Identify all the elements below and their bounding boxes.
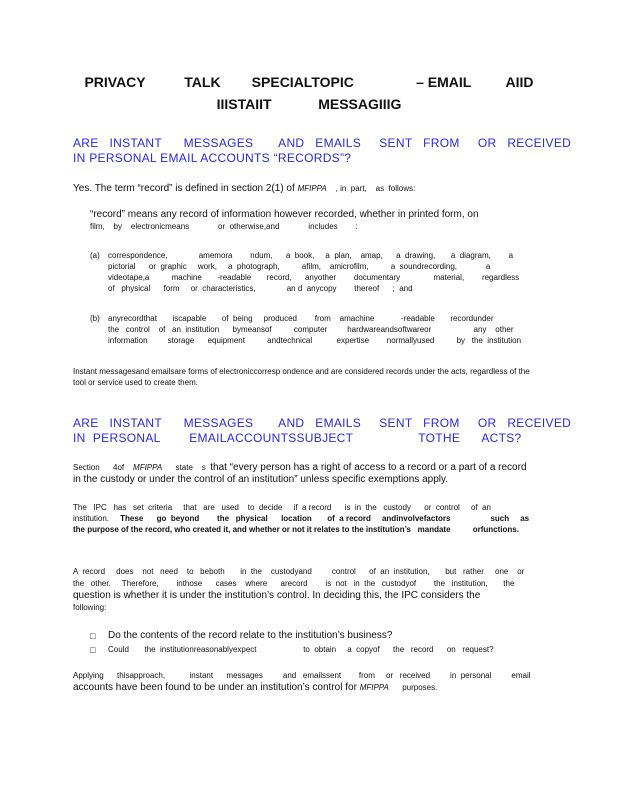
checkbox-bullet-icon: □ <box>90 645 96 655</box>
section-2-closing <box>73 670 538 694</box>
definition-item-a <box>90 250 540 300</box>
para-1-act-name: MFIPPA <box>133 463 163 472</box>
para-1-text: that “every person has a right of access to a record or a part of a record in the custody or under the control of an institution” unless specific exemptions apply. <box>73 462 527 485</box>
item-label: (a) <box>90 251 100 260</box>
para-2-text: The IPC has set criteria that are used to decide if a record is in the custody or control of an institution. <box>73 503 498 523</box>
definition-item-b <box>90 313 530 353</box>
bullet-item-2 <box>90 644 530 658</box>
section-1-heading <box>73 136 572 166</box>
document-title-line-2: IIISTAIIT MESSAGIIIG <box>216 96 402 112</box>
section-1-heading-line-2: IN PERSONAL EMAIL ACCOUNTS “RECORDS”? <box>73 151 352 165</box>
section-2-paragraph-2 <box>73 502 536 535</box>
intro-text: Yes. The term “record” is defined in section 2(1) of <box>73 183 298 194</box>
section-1-closing: Instant messagesand emailsare forms of electroniccorresp ondence and are considered records under the acts, regardless of the tool or service used to create them. <box>73 367 530 387</box>
record-definition-quote <box>90 209 530 233</box>
section-2-paragraph-3 <box>73 566 533 614</box>
closing-end: purposes. <box>388 683 438 692</box>
para-1-start: Section 4of <box>73 463 134 472</box>
item-text: correspondence, amemora ndum, a book, a plan, amap, a drawing, a diagram, a pictorial or graphic work, a photograph, afilm, amicrofilm, a soundrecording, a videotape,a machine -readable record, anyother documentary material, regardless of physical form or characteristics, an d anycopy thereof ; and <box>108 251 540 293</box>
quote-line-1: “record” means any record of information however recorded, whether in printed form, on <box>90 209 479 220</box>
para-3-start: A record does not need to beboth in the custodyand control of an institution, but rather one or the other. Therefore, inthose cases where arecord is not in the custodyof the institution, the <box>73 567 532 588</box>
closing-text: accounts have been found to be under an institution’s control for <box>73 682 360 693</box>
section-1-heading-line-1: ARE INSTANT MESSAGES AND EMAILS SENT FROM OR RECEIVED <box>73 136 572 150</box>
section-2-heading-line-2: IN PERSONAL EMAILACCOUNTSSUBJECT TOTHE ACTS? <box>73 431 522 445</box>
para-1-state: state s <box>162 463 211 472</box>
item-label: (b) <box>90 314 100 323</box>
checkbox-bullet-icon: □ <box>90 631 96 641</box>
section-1-intro <box>73 183 533 195</box>
intro-act-name: MFIPPA <box>297 184 327 193</box>
bullet-text: Could the institutionreasonablyexpect to obtain a copyof the record on request? <box>108 645 494 654</box>
bullet-text: Do the contents of the record relate to the institution’s business? <box>108 630 393 641</box>
item-text: anyrecordthat iscapable of being produced from amachine -readable recordunder the control of an institution bymeansof computer hardwareandsoftwareor any other information storage equipment andtechnical expertise normallyused by the institution <box>108 314 522 345</box>
intro-text-end: , in part, as follows: <box>326 184 416 193</box>
section-2-paragraph-1 <box>73 462 533 486</box>
section-2-heading <box>73 416 572 446</box>
closing-start: Applying thisapproach, instant messages and emailssent from or received in personal email <box>73 671 538 680</box>
bullet-item-1 <box>90 630 530 644</box>
para-3-text: question is whether it is under the institution’s control. In deciding this, the IPC considers the <box>73 590 481 601</box>
para-3-end: following: <box>73 603 107 612</box>
section-2-heading-line-1: ARE INSTANT MESSAGES AND EMAILS SENT FROM OR RECEIVED <box>73 416 572 430</box>
closing-act-name: MFIPPA <box>359 683 389 692</box>
quote-line-2: film, by electronicmeans or otherwise,and includes : <box>90 222 358 231</box>
para-2-bold-text: These go beyond the physical location of a record andinvolvefactors such as the purpose of the record, who created it, and whether or not it relates to the institution’s mandate orfunctions. <box>73 514 536 534</box>
document-title-line-1: PRIVACY TALK SPECIALTOPIC – EMAIL AIID <box>84 74 534 90</box>
